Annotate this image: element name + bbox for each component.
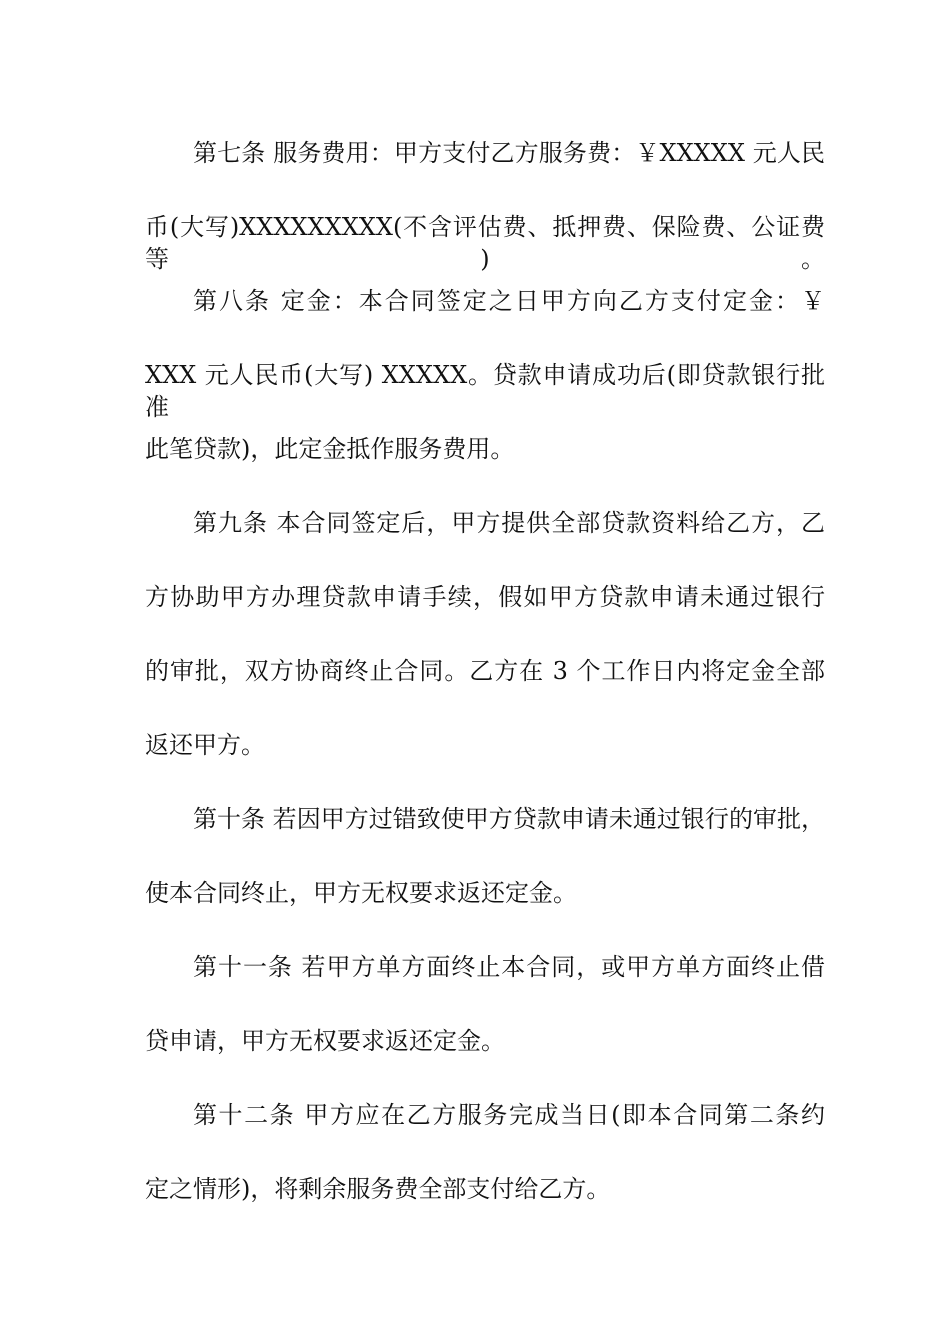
clause-9-line-3: 的审批，双方协商终止合同。乙方在 3 个工作日内将定金全部 (145, 657, 825, 685)
clause-7-line-1: 第七条 服务费用：甲方支付乙方服务费：￥XXXXX 元人民 (193, 139, 825, 167)
clause-8-line-1: 第八条 定金：本合同签定之日甲方向乙方支付定金：￥ (193, 287, 825, 315)
clause-9-line-1: 第九条 本合同签定后，甲方提供全部贷款资料给乙方，乙 (193, 509, 825, 537)
clause-8-line-3: 此笔贷款)，此定金抵作服务费用。 (145, 435, 515, 463)
clause-10-line-2: 使本合同终止，甲方无权要求返还定金。 (145, 879, 577, 907)
clause-11-line-2: 贷申请，甲方无权要求返还定金。 (145, 1027, 505, 1055)
clause-10-line-1: 第十条 若因甲方过错致使甲方贷款申请未通过银行的审批， (193, 805, 825, 833)
clause-12-line-2: 定之情形)，将剩余服务费全部支付给乙方。 (145, 1175, 611, 1203)
clause-7-line-2: 币(大写)XXXXXXXXX(不含评估费、抵押费、保险费、公证费等)。 (145, 213, 825, 273)
clause-11-line-1: 第十一条 若甲方单方面终止本合同，或甲方单方面终止借 (193, 953, 825, 981)
clause-9-line-2: 方协助甲方办理贷款申请手续，假如甲方贷款申请未通过银行 (145, 583, 825, 611)
clause-8-line-2: XXX 元人民币(大写) XXXXX。贷款申请成功后(即贷款银行批准 (145, 361, 825, 421)
clause-9-line-4: 返还甲方。 (145, 731, 265, 759)
clause-12-line-1: 第十二条 甲方应在乙方服务完成当日(即本合同第二条约 (193, 1101, 825, 1129)
